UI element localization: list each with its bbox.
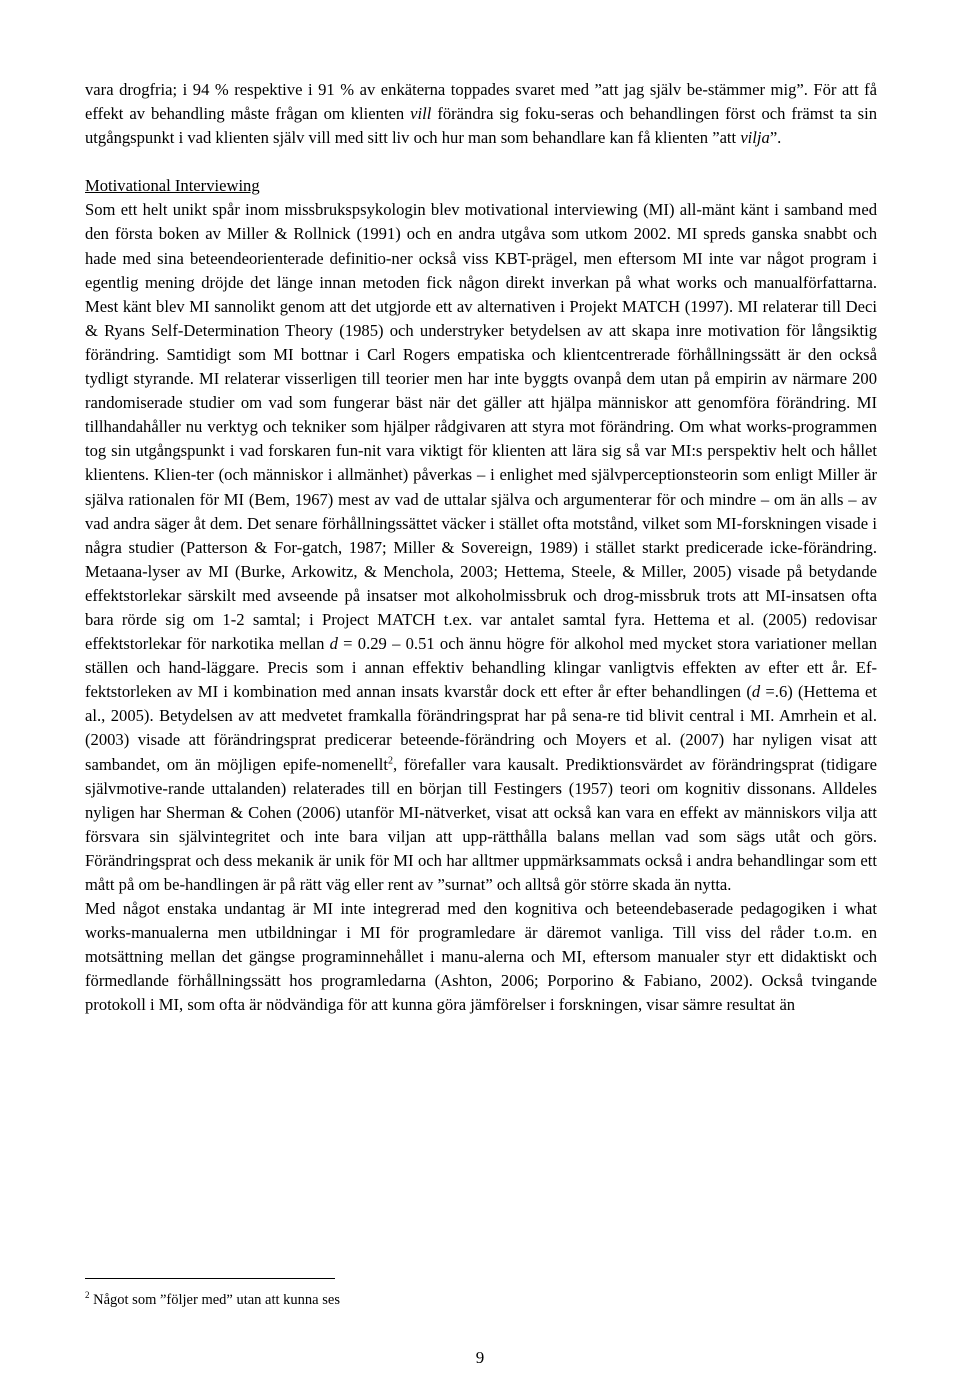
emphasis-vill: vill — [410, 104, 432, 124]
body-paragraph-2: Med något enstaka undantag är MI inte integrerad med den kognitiva och beteendebaserade pedagogiken i what works-manualerna men utbildningar i MI för programledare är däremot vanliga. Till viss del råder t.o.m. en motsättning mellan det gängse programinnehållet i manu-alerna och MI, eftersom manualer styr ett didaktiskt och förmedlande förhållningssätt hos programledarna (Ashton, 2006; Porporino & Fabiano, 2002). Också tvingande protokoll i MI, som ofta är nödvändiga för att kunna göra jämförelser i forskningen, visar sämre resultat än — [85, 899, 877, 1015]
symbol-d-2: d — [751, 682, 761, 702]
document-body — [85, 78, 877, 1018]
footnote-ref[interactable]: 2 — [388, 755, 393, 766]
footnote-number: 2 — [85, 1290, 90, 1301]
footnote-divider — [85, 1278, 335, 1279]
body-paragraph-1: Som ett helt unikt spår inom missbrukspsykologin blev motivational interviewing (MI) all-mänt känt i samband med den första boken av Miller & Rollnick (1991) och en andra utgåva som utkom 2002. MI spreds ganska snabbt och hade med sina beteendeorienterade definitio-ner också viss KBT-prägel, men eftersom MI inte var något program i egentlig mening dröjde det länge innan metoden fick någon direkt inverkan på what works och manualförfattarna. Mest känt blev MI sannolikt genom att det utgjorde ett av alternativen i Projekt MATCH (1997). MI relaterar till Deci & Ryans Self-Determination Theory (1985) och understryker betydelsen av att skapa inre motivation för långsiktig förändring. Samtidigt som MI bottnar i Carl Rogers empatiska och klientcentrerade förhållningssätt är den också tydligt styrande. MI relaterar visserligen till teorier men har inte byggts ovanpå dem utan på empirin av närmare 200 randomiserade studier om vad som fungerar bäst när det gäller att hjälpa människor att genomföra förändring. MI tillhandahåller nu verktyg och tekniker som hjälper rådgivaren att styra mot förändring. Om what works-programmen tog sin utgångspunkt i vad forskaren fun-nit vara viktigt för klienten att lära sig så var MI:s perspektiv helt och hållet klientens. Klien-ter (och människor i allmänhet) påverkas – i enlighet med självperceptionsteorin som enligt Miller är själva rationalen för MI (Bem, 1967) mest av vad de uttalar själva och argumenterar för och mindre – om än alls – av vad andra säger åt dem. Det senare förhållningssättet väcker i stället ofta motstånd, vilket som MI-forskningen visade i några studier (Patterson & For-gatch, 1987; Miller & Sovereign, 1989) i stället starkt predicerade icke-förändring. Metaana-lyser av MI (Burke, Arkowitz, & Menchola, 2003; Hettema, Steele, & Miller, 2005) visade på betydande effektstorlekar särskilt med avseende på insatser mot alkoholmissbruk och drog-missbruk trots att MI-insatsen ofta bara rörde sig om 1-2 samtal; i Project MATCH t.ex. var antalet samtal fyra. Hettema et al. (2005) redovisar effektstorlekar för narkotika mellan d = 0.29 – 0.51 och ännu högre för alkohol med mycket stora variationer mellan ställen och hand-läggare. Precis som i annan effektiv behandling klingar vanligtvis effekten av efter ett år. Ef-fektstorleken av MI i kombination med annan insats kvarstår dock ett efter år efter behandlingen (d =.6) (Hettema et al., 2005). Betydelsen av att medvetet framkalla förändringsprat har på sena-re tid blivit central i MI. Amrhein et al. (2003) visade att förändringsprat predicerar beteende-förändring och Moyers et al. (2007) har nyligen visat att sambandet, om än möjligen epife-nomenellt$^2$, förefaller vara kausalt. Prediktionsvärdet av förändringsprat (tidigare självmotive-rande uttalanden) relaterades till en början till Festingers (1957) teori om kognitiv dissonans. Alldeles nyligen har Sherman & Cohen (2006) utanför MI-nätverket, visat att också kan vara en effekt av människors vilja att försvara sin självintegritet och inte bara viljan att upp-rätthålla balans mellan vad som sägs utåt och görs. Förändringsprat och dess mekanik är unik för MI och har alltmer uppmärksammats också i andra behandlingar som ett mått på om be-handlingen är på rätt väg eller rent av ”surnat” och alltså gör större skada än nytta. — [85, 200, 877, 894]
footnote — [85, 1290, 340, 1310]
intro-paragraph: vara drogfria; i 94 % respektive i 91 % av enkäterna toppades svaret med ”att jag själv be-stämmer mig”. För att få effekt av behandling måste frågan om klienten vill förändra sig foku-seras och behandlingen först och främst ta sin utgångspunkt i vad klienten själv vill med sitt liv och hur man som behandlare kan få klienten ”att vilja”. — [85, 80, 878, 148]
page-number: 9 — [475, 1348, 485, 1367]
section-heading: Motivational Interviewing — [85, 176, 260, 196]
footnote-text: Något som ”följer med” utan att kunna ses — [89, 1292, 340, 1308]
emphasis-vilja: vilja — [740, 128, 770, 148]
symbol-d: d — [329, 634, 338, 654]
